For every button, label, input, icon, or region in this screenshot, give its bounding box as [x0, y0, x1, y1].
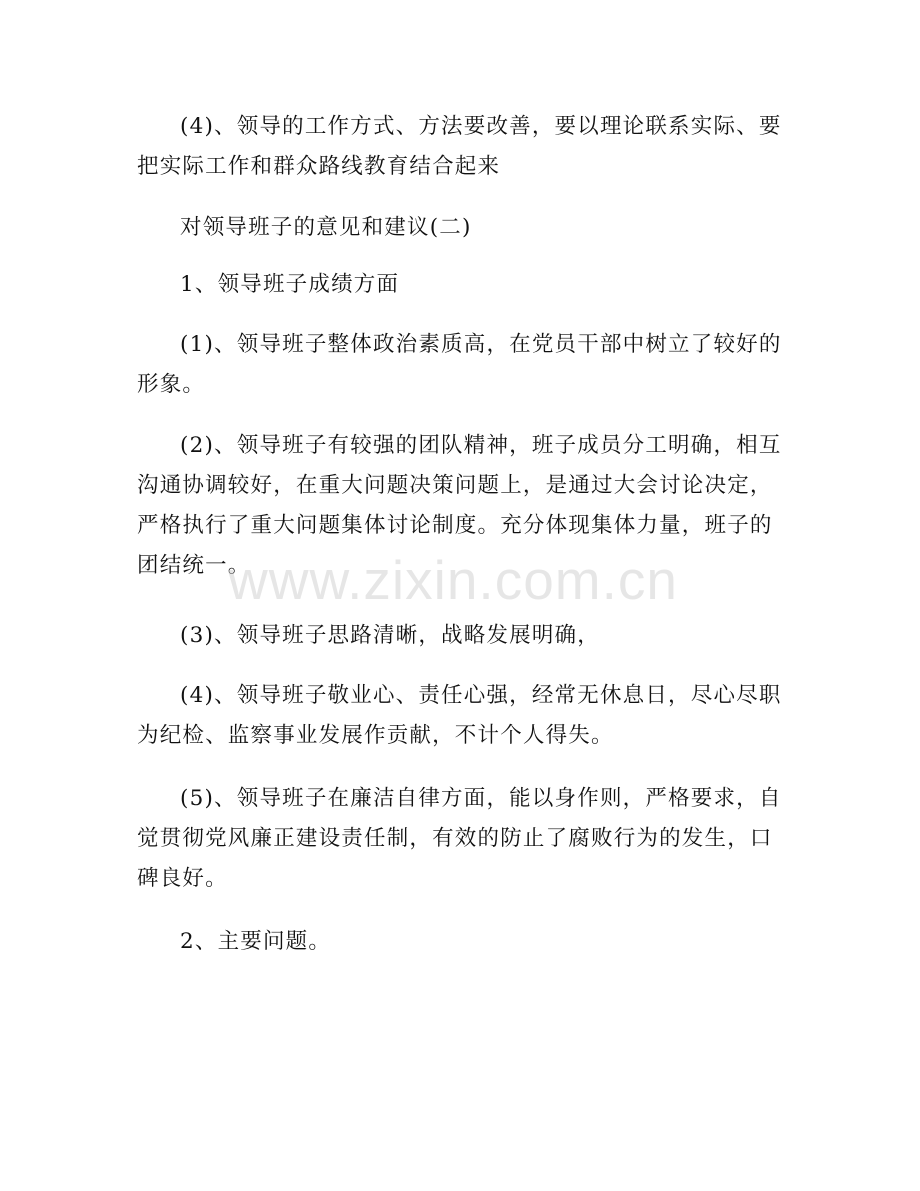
section-heading-suggestions: 对领导班子的意见和建议(二): [180, 215, 472, 240]
watermark-text: www.zixin.com.cn: [228, 549, 678, 611]
paragraph-item-4: (4)、领导班子敬业心、责任心强，经常无休息日，尽心尽职为纪检、监察事业发展作贡献，不计个人得失。: [137, 683, 782, 748]
paragraph-item-3: (3)、领导班子思路清晰，战略发展明确，: [180, 623, 600, 648]
subheading-main-issues: 2、主要问题。: [180, 929, 332, 954]
subheading-achievements: 1、领导班子成绩方面: [180, 272, 400, 297]
paragraph-leadership-methods: (4)、领导的工作方式、方法要改善，要以理论联系实际、要把实际工作和群众路线教育结合起来: [137, 114, 782, 179]
paragraph-item-1: (1)、领导班子整体政治素质高，在党员干部中树立了较好的形象。: [137, 332, 782, 397]
paragraph-item-2: (2)、领导班子有较强的团队精神，班子成员分工明确，相互沟通协调较好，在重大问题决策问题上，是通过大会讨论决定，严格执行了重大问题集体讨论制度。充分体现集体力量，班子的团结统一。: [137, 433, 782, 578]
paragraph-item-5: (5)、领导班子在廉洁自律方面，能以身作则，严格要求，自觉贯彻党风廉正建设责任制，有效的防止了腐败行为的发生，口碑良好。: [137, 786, 782, 891]
